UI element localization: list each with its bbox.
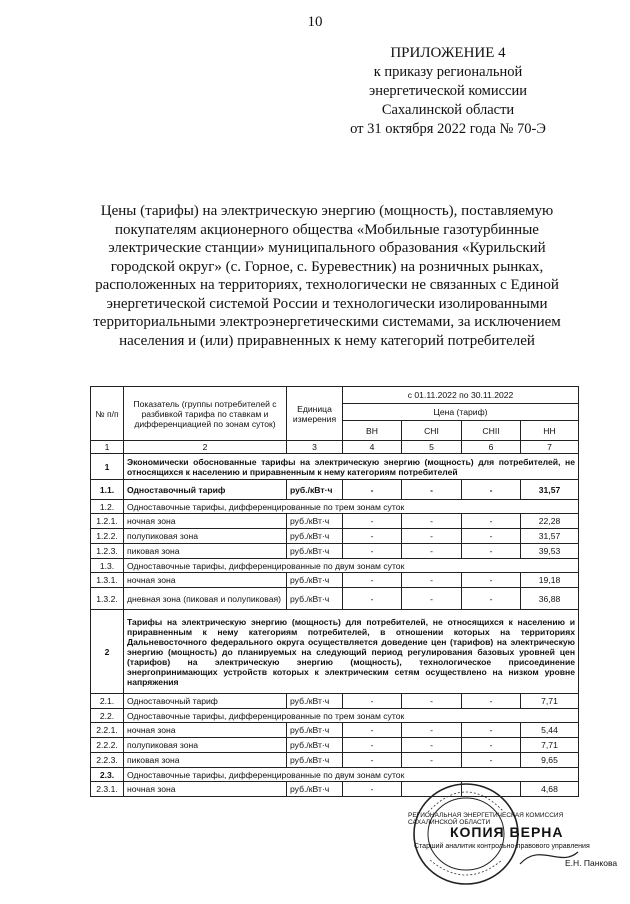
row-indicator: ночная зона	[124, 573, 287, 588]
row-number: 1.2.1.	[91, 514, 124, 529]
row-unit: руб./кВт·ч	[287, 723, 343, 738]
row-unit: руб./кВт·ч	[287, 480, 343, 500]
row-indicator: Одноставочный тариф	[124, 480, 287, 500]
row-indicator: пиковая зона	[124, 753, 287, 768]
value-sn1: -	[402, 573, 462, 588]
row-indicator: пиковая зона	[124, 544, 287, 559]
value-sn2: -	[462, 514, 521, 529]
header-level-nn: НН	[521, 421, 579, 441]
row-unit: руб./кВт·ч	[287, 588, 343, 610]
value-nn: 31,57	[521, 480, 579, 500]
document-title: Цены (тарифы) на электрическую энергию (мощность), поставляемую покупателям акционерного общества «Мобильные газотурбинные электрические станции» муниципального образования «Курильский городской округ» (с. Горное, с. Буревестник) на розничных рынках, расположенных на территориях, технологически не связанных с Единой энергетической системой России и технологически изолированными территориальными электроэнергетическими системами, за исключением населения и (или) приравненных к нему категорий потребителей	[93, 203, 561, 349]
subsection-title: Одноставочные тарифы, дифференцированные по трем зонам суток	[124, 709, 579, 723]
row-indicator: ночная зона	[124, 782, 287, 797]
appendix-line: энергетической комиссии	[368, 83, 528, 99]
header-num: № п/п	[91, 387, 124, 441]
table-row	[91, 694, 579, 709]
row-number: 2.2.1.	[91, 723, 124, 738]
value-vn: -	[343, 723, 402, 738]
row-unit: руб./кВт·ч	[287, 573, 343, 588]
header-indicator: Показатель (группы потребителей с разбивкой тарифа по ставкам и дифференциацией по зонам суток)	[124, 387, 287, 441]
value-nn: 39,53	[521, 544, 579, 559]
row-number: 2.1.	[91, 694, 124, 709]
row-unit: руб./кВт·ч	[287, 544, 343, 559]
row-number: 2	[91, 610, 124, 694]
value-vn: -	[343, 544, 402, 559]
col-number: 7	[521, 441, 579, 454]
stamp-signer: Е.Н. Панкова	[565, 858, 618, 868]
row-number: 1.3.1.	[91, 573, 124, 588]
row-number: 2.3.	[91, 768, 124, 782]
value-sn2: -	[462, 738, 521, 753]
header-price: Цена (тариф)	[343, 404, 579, 421]
value-sn2: -	[462, 480, 521, 500]
table-row	[91, 753, 579, 768]
table-row	[91, 454, 579, 480]
value-sn1: -	[402, 480, 462, 500]
table-row	[91, 610, 579, 694]
value-vn: -	[343, 573, 402, 588]
table-row	[91, 559, 579, 573]
row-unit: руб./кВт·ч	[287, 753, 343, 768]
value-vn: -	[343, 514, 402, 529]
col-number: 6	[462, 441, 521, 454]
header-unit: Единица измерения	[287, 387, 343, 441]
row-number: 1.3.2.	[91, 588, 124, 610]
value-nn: 19,18	[521, 573, 579, 588]
value-sn2: -	[462, 723, 521, 738]
row-number: 1.1.	[91, 480, 124, 500]
value-vn: -	[343, 782, 402, 797]
row-unit: руб./кВт·ч	[287, 514, 343, 529]
row-indicator: полупиковая зона	[124, 738, 287, 753]
value-sn1: -	[402, 529, 462, 544]
header-period: с 01.11.2022 по 30.11.2022	[343, 387, 579, 404]
stamp-copy-certified: КОПИЯ ВЕРНА	[450, 824, 564, 840]
subsection-title: Одноставочные тарифы, дифференцированные по трем зонам суток	[124, 500, 579, 514]
value-sn2: -	[462, 573, 521, 588]
section-title: Экономически обоснованные тарифы на электрическую энергию (мощность) для потребителей, не относящихся к населению и приравненным к нему категориям потребителей	[124, 454, 579, 480]
value-nn: 7,71	[521, 738, 579, 753]
appendix-line: к приказу региональной	[373, 64, 523, 80]
row-number: 1.2.	[91, 500, 124, 514]
value-nn: 31,57	[521, 529, 579, 544]
value-nn: 22,28	[521, 514, 579, 529]
row-number: 2.2.3.	[91, 753, 124, 768]
table-row	[91, 514, 579, 529]
page-number: 10	[307, 14, 323, 30]
header-level-sn1: СНI	[402, 421, 462, 441]
value-vn: -	[343, 753, 402, 768]
row-indicator: полупиковая зона	[124, 529, 287, 544]
header-level-sn2: СНII	[462, 421, 521, 441]
value-nn: 9,65	[521, 753, 579, 768]
value-sn2: -	[462, 529, 521, 544]
col-number: 3	[287, 441, 343, 454]
row-number: 1.3.	[91, 559, 124, 573]
value-sn1: -	[402, 753, 462, 768]
value-sn1: -	[402, 738, 462, 753]
stamp-department: РЕГИОНАЛЬНАЯ ЭНЕРГЕТИЧЕСКАЯ КОМИССИЯ САХАЛИНСКОЙ ОБЛАСТИ	[408, 812, 564, 826]
subsection-title: Одноставочные тарифы, дифференцированные по двум зонам суток	[124, 768, 579, 782]
header-level-vn: ВН	[343, 421, 402, 441]
value-sn2: -	[462, 544, 521, 559]
row-indicator: ночная зона	[124, 723, 287, 738]
row-indicator: ночная зона	[124, 514, 287, 529]
value-vn: -	[343, 529, 402, 544]
value-sn1: -	[402, 514, 462, 529]
col-number: 1	[91, 441, 124, 454]
value-sn2: -	[462, 588, 521, 610]
value-vn: -	[343, 480, 402, 500]
table-row	[91, 709, 579, 723]
value-sn2: -	[462, 753, 521, 768]
value-sn1: -	[402, 723, 462, 738]
row-number: 1	[91, 454, 124, 480]
table-row	[91, 573, 579, 588]
row-unit: руб./кВт·ч	[287, 694, 343, 709]
table-row	[91, 529, 579, 544]
value-sn1: -	[402, 588, 462, 610]
table-row	[91, 588, 579, 610]
value-vn: -	[343, 588, 402, 610]
subsection-title: Одноставочные тарифы, дифференцированные по двум зонам суток	[124, 559, 579, 573]
value-nn: 4,68	[521, 782, 579, 797]
table-row	[91, 723, 579, 738]
col-number: 2	[124, 441, 287, 454]
appendix-title: ПРИЛОЖЕНИЕ 4	[390, 45, 506, 61]
row-number: 2.2.	[91, 709, 124, 723]
appendix-header	[328, 44, 568, 139]
appendix-line: от 31 октября 2022 года № 70-Э	[350, 121, 546, 137]
value-vn: -	[343, 738, 402, 753]
value-nn: 5,44	[521, 723, 579, 738]
row-number: 1.2.3.	[91, 544, 124, 559]
value-sn1: -	[402, 544, 462, 559]
row-number: 2.2.2.	[91, 738, 124, 753]
col-number: 4	[343, 441, 402, 454]
col-number: 5	[402, 441, 462, 454]
value-sn1: -	[402, 694, 462, 709]
tariff-table	[90, 386, 579, 797]
table-row	[91, 480, 579, 500]
appendix-line: Сахалинской области	[381, 102, 515, 118]
row-unit: руб./кВт·ч	[287, 529, 343, 544]
row-number: 1.2.2.	[91, 529, 124, 544]
value-nn: 7,71	[521, 694, 579, 709]
section-title: Тарифы на электрическую энергию (мощность) для потребителей, не относящихся к населению и приравненным к нему категориям потребителей, в отношении которых на территориях Дальневосточного федерального округа осуществляется доведение цен (тарифов) на электрическую энергию (мощность) до планируемых на следующий период регулирования базовых уровней цен (тарифов) на электрическую энергию (мощность), технологическое присоединение энергопринимающих устройств которых к электрическим сетям осуществлено на низком уровне напряжения	[124, 610, 579, 694]
row-number: 2.3.1.	[91, 782, 124, 797]
value-sn2: -	[462, 694, 521, 709]
table-row	[91, 544, 579, 559]
row-unit: руб./кВт·ч	[287, 782, 343, 797]
table-row	[91, 738, 579, 753]
value-vn: -	[343, 694, 402, 709]
table-row	[91, 500, 579, 514]
row-indicator: Одноставочный тариф	[124, 694, 287, 709]
stamp-position: Старший аналитик контрольно-правового управления	[414, 843, 590, 850]
row-indicator: дневная зона (пиковая и полупиковая)	[124, 588, 287, 610]
row-unit: руб./кВт·ч	[287, 738, 343, 753]
value-nn: 36,88	[521, 588, 579, 610]
